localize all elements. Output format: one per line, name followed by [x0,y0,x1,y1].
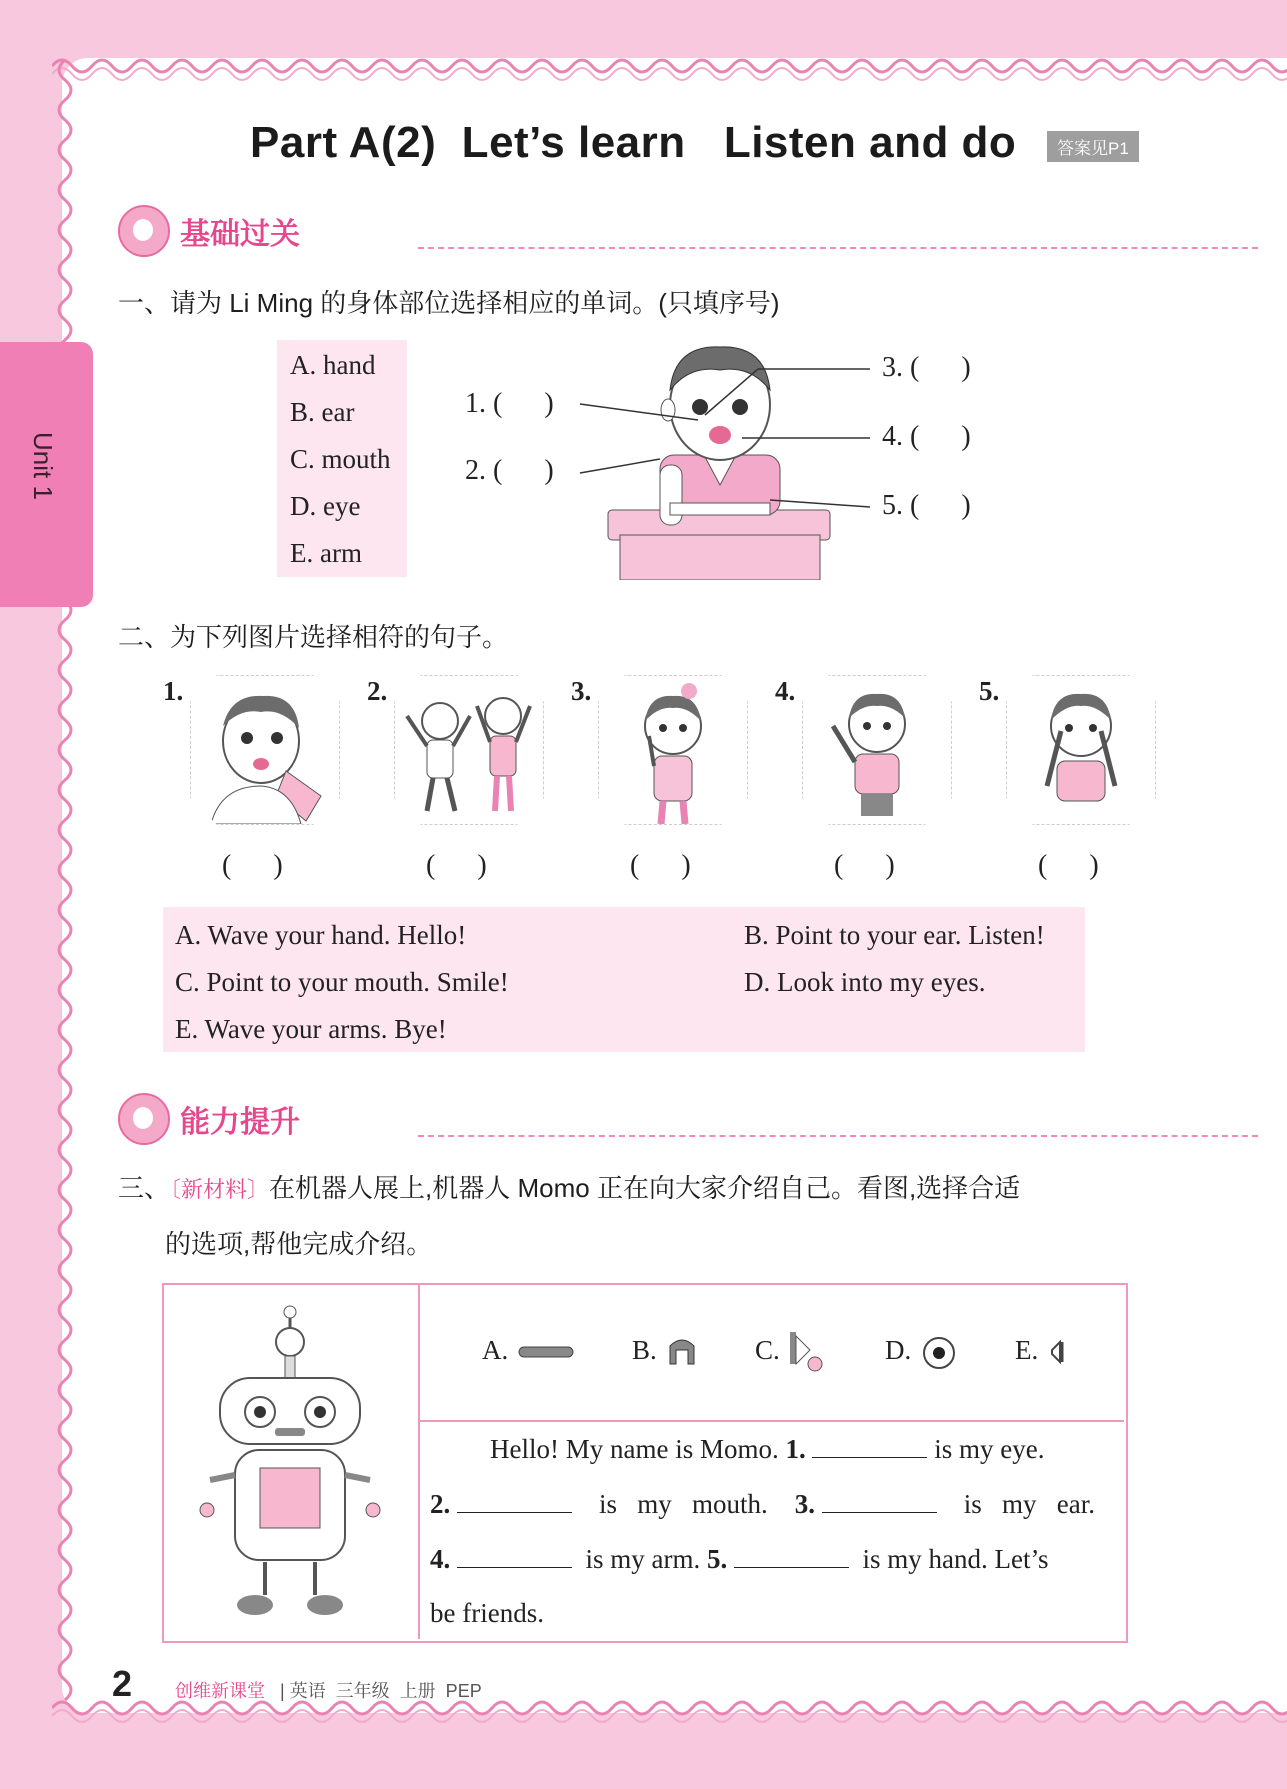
q1-option: D. eye [290,491,361,521]
picture-point-to-ear [598,675,748,825]
para-text: is my ear. [963,1489,1095,1519]
q3-paragraph-line2 [430,1488,1095,1520]
page-title: Part A(2) Let’s learn Listen and do [250,118,1017,167]
q1-blank[interactable]: 3. ( ) [882,352,971,383]
picture-number: 3. [571,676,592,706]
answer-reference-badge: 答案见P1 [1047,131,1139,162]
q1-option: C. mouth [290,444,391,474]
question-3-prompt [118,1168,1020,1205]
blank-number: 4. [430,1544,451,1574]
hand-claw-icon [666,1334,698,1366]
q3-choice-label: A. [482,1335,509,1365]
answer-blank[interactable] [457,1488,572,1513]
q2-blank[interactable]: ( ) [630,850,691,881]
picture-wave-arms [394,675,544,825]
q1-option: A. hand [290,350,376,380]
q2-sentence: E. Wave your arms. Bye! [175,1014,447,1044]
picture-look-eyes [1006,675,1156,825]
section-header-advanced [118,1093,1158,1143]
q1-blank[interactable]: 1. ( ) [465,388,554,419]
dashed-divider [418,247,1258,249]
robot-momo-illustration [195,1300,395,1620]
footer-info: | 英语 三年级 上册 PEP [280,1681,482,1701]
q3-prefix: 三、 [118,1173,171,1203]
blank-number: 1. [785,1434,806,1464]
picture-number: 5. [979,676,1000,706]
q3-paragraph-line4: be friends. [430,1598,544,1628]
picture-number: 2. [367,676,388,706]
q2-blank[interactable]: ( ) [1038,850,1099,881]
picture-number: 1. [163,676,184,706]
para-text: is my hand. Let’s [862,1544,1049,1574]
unit-tab [0,342,93,607]
page-number: 2 [112,1663,133,1704]
cartoon-face-icon [118,1093,170,1145]
footer-brand: 创维新课堂 [175,1681,265,1701]
q1-blank[interactable]: 4. ( ) [882,421,971,452]
question-1-prompt: 一、请为 Li Ming 的身体部位选择相应的单词。(只填序号) [118,288,780,318]
pointer-lines [570,355,890,530]
q2-sentence: D. Look into my eyes. [744,967,986,997]
left-wave-border [50,60,80,1710]
question-3-prompt-line2: 的选项,帮他完成介绍。 [165,1229,433,1259]
q1-blank[interactable]: 5. ( ) [882,490,971,521]
section-label: 基础过关 [180,218,300,251]
q2-blank[interactable]: ( ) [222,850,283,881]
answer-blank[interactable] [734,1543,849,1568]
q3-choice-label: D. [885,1335,912,1365]
q3-choice-label: C. [755,1335,780,1365]
section-header-basic [118,205,1158,255]
blank-number: 3. [794,1489,816,1519]
q1-option: B. ear [290,397,355,427]
answer-blank[interactable] [812,1433,927,1458]
q1-option: E. arm [290,538,362,568]
top-wave-border [52,46,1287,86]
q3-choice-label: B. [632,1335,657,1365]
q2-blank[interactable]: ( ) [834,850,895,881]
para-text: is my mouth. [599,1489,768,1519]
arm-part-icon [518,1345,574,1359]
cartoon-face-icon [118,205,170,257]
blank-number: 5. [707,1544,728,1574]
picture-wave-hand [802,675,952,825]
q3-paragraph-line3 [430,1543,1048,1575]
new-material-tag: 〔新材料〕 [170,1177,270,1202]
para-text: is my eye. [934,1434,1045,1464]
eye-part-icon [922,1336,956,1370]
question-2-prompt: 二、为下列图片选择相符的句子。 [118,622,509,652]
q3-choice-label: E. [1015,1335,1039,1365]
mouth-part-icon [788,1330,824,1374]
dashed-divider [418,1135,1258,1137]
q3-vertical-divider [418,1283,420,1639]
ear-part-icon [1048,1340,1064,1364]
para-text: is my arm. [585,1544,701,1574]
q1-blank[interactable]: 2. ( ) [465,455,554,486]
q3-prompt-line1: 在机器人展上,机器人 Momo 正在向大家介绍自己。看图,选择合适 [269,1173,1021,1203]
picture-number: 4. [775,676,796,706]
intro-text: Hello! My name is Momo. [490,1434,779,1464]
q3-horizontal-divider [418,1420,1124,1422]
picture-point-to-mouth [190,675,340,825]
q3-paragraph-line1 [490,1433,1044,1465]
blank-number: 2. [430,1489,451,1519]
unit-label: Unit 1 [28,432,58,500]
q2-sentence: B. Point to your ear. Listen! [744,920,1045,950]
q2-blank[interactable]: ( ) [426,850,487,881]
q2-sentence: C. Point to your mouth. Smile! [175,967,509,997]
answer-blank[interactable] [457,1543,572,1568]
section-label: 能力提升 [180,1106,300,1139]
q2-sentence: A. Wave your hand. Hello! [175,920,467,950]
answer-blank[interactable] [822,1488,937,1513]
